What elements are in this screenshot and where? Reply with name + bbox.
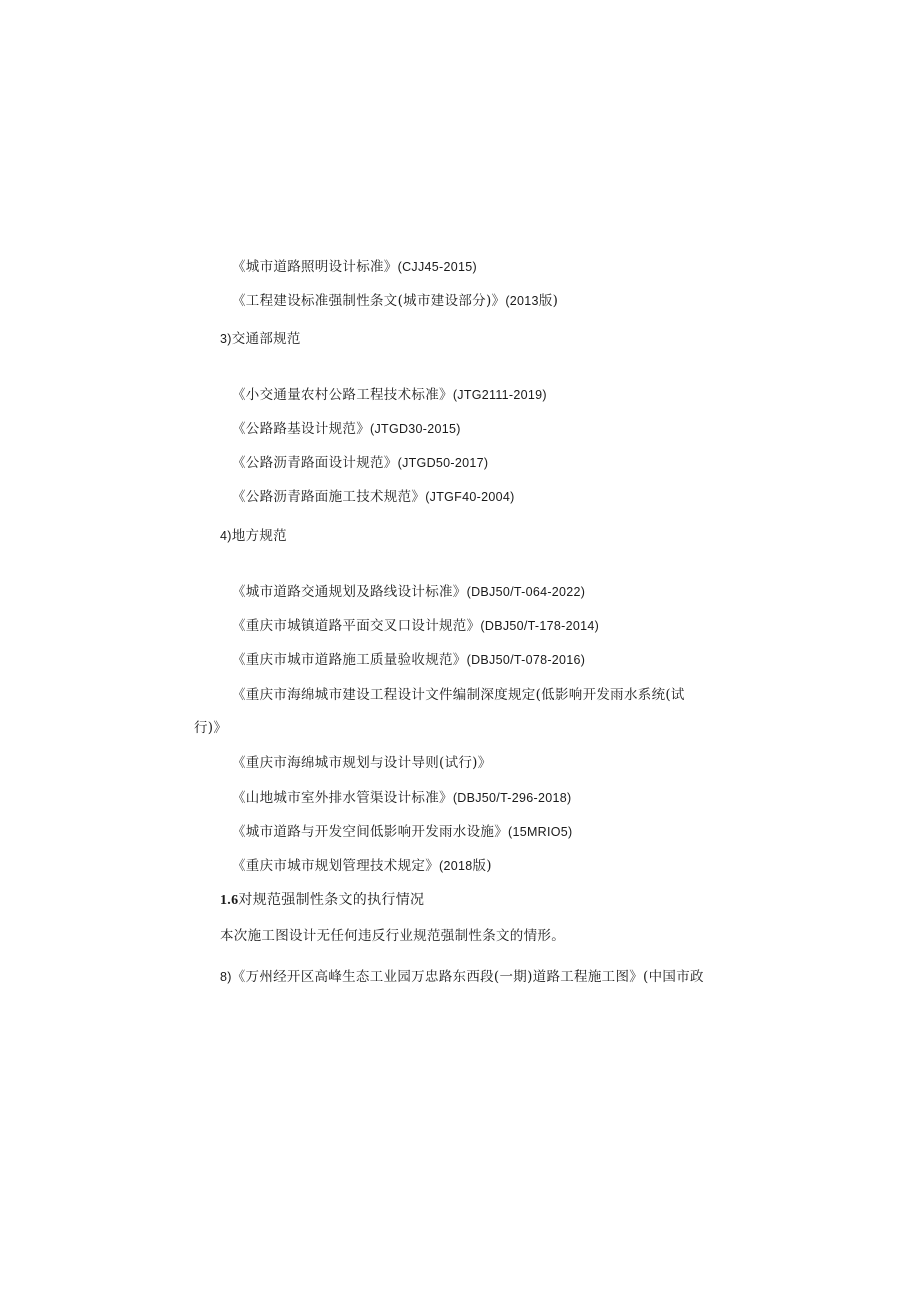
paragraph	[220, 927, 565, 945]
standard-item	[232, 258, 477, 276]
standard-item	[232, 583, 585, 601]
standard-code: (JTGF40-2004)	[425, 490, 515, 504]
standard-code: (15MRIO5)	[508, 825, 573, 839]
standard-item	[232, 420, 461, 438]
standard-code: (DBJ50/T-178-2014)	[480, 619, 600, 633]
standard-title: 《工程建设标准强制性条文(城市建设部分)》	[232, 293, 506, 309]
reference-item-8	[220, 968, 704, 986]
standard-item	[232, 686, 685, 704]
standard-item	[232, 823, 573, 841]
standard-title: 《重庆市城镇道路平面交叉口设计规范》	[232, 618, 481, 634]
standard-title: 《重庆市城市道路施工质量验收规范》	[232, 652, 467, 668]
standard-item	[232, 488, 515, 506]
standard-code: (DBJ50/T-296-2018)	[452, 791, 572, 805]
standard-code: (JTGD30-2015)	[370, 422, 461, 436]
standard-title: 《城市道路照明设计标准》	[232, 259, 398, 275]
reference-title: 《万州经开区高峰生态工业园万忠路东西段(一期)道路工程施工图》(中国市政	[231, 969, 704, 985]
standard-title: 《公路沥青路面施工技术规范》	[232, 489, 426, 505]
standard-code: (JTGD50-2017)	[397, 456, 489, 470]
standard-code: (2018	[439, 859, 473, 873]
standard-item	[232, 386, 547, 404]
standard-title: 《重庆市海绵城市建设工程设计文件编制深度规定(低影响开发雨水系统(试	[232, 687, 685, 703]
standard-title: 行)》	[194, 720, 228, 736]
standard-edition: 版)	[472, 858, 492, 874]
standard-code: (JTG2111-2019)	[452, 388, 547, 402]
standard-code: (CJJ45-2015)	[397, 260, 477, 274]
section-number: 1.6	[220, 893, 239, 908]
standard-item	[232, 651, 585, 669]
paragraph-text: 本次施工图设计无任何违反行业规范强制性条文的情形。	[220, 928, 565, 944]
standard-title: 《重庆市城市规划管理技术规定》	[232, 858, 439, 874]
standard-title: 《城市道路交通规划及路线设计标准》	[232, 584, 467, 600]
section-heading-1-6	[220, 891, 424, 910]
section-title: 对规范强制性条文的执行情况	[238, 892, 425, 908]
standard-edition: 版)	[538, 293, 559, 309]
standard-title: 《小交通量农村公路工程技术标准》	[232, 387, 453, 403]
section-heading-4	[220, 527, 287, 545]
section-title: 地方规范	[231, 528, 287, 544]
standard-item	[232, 617, 599, 635]
standard-title: 《山地城市室外排水管渠设计标准》	[232, 790, 453, 806]
standard-title: 《重庆市海绵城市规划与设计导则(试行)》	[232, 755, 492, 771]
section-heading-3	[220, 330, 301, 348]
item-number: 8)	[220, 970, 232, 984]
section-number: 3)	[220, 332, 232, 346]
standard-item	[232, 454, 488, 472]
section-number: 4)	[220, 529, 232, 543]
standard-title: 《公路路基设计规范》	[232, 421, 370, 437]
standard-item	[232, 857, 492, 875]
standard-code: (DBJ50/T-078-2016)	[466, 653, 586, 667]
standard-item-continuation	[194, 719, 227, 737]
standard-item	[232, 789, 571, 807]
standard-item	[232, 754, 492, 772]
section-title: 交通部规范	[231, 331, 301, 347]
standard-item	[232, 292, 558, 310]
standard-code: (DBJ50/T-064-2022)	[466, 585, 586, 599]
standard-code: (2013	[505, 294, 539, 308]
standard-title: 《公路沥青路面设计规范》	[232, 455, 398, 471]
standard-title: 《城市道路与开发空间低影响开发雨水设施》	[232, 824, 508, 840]
